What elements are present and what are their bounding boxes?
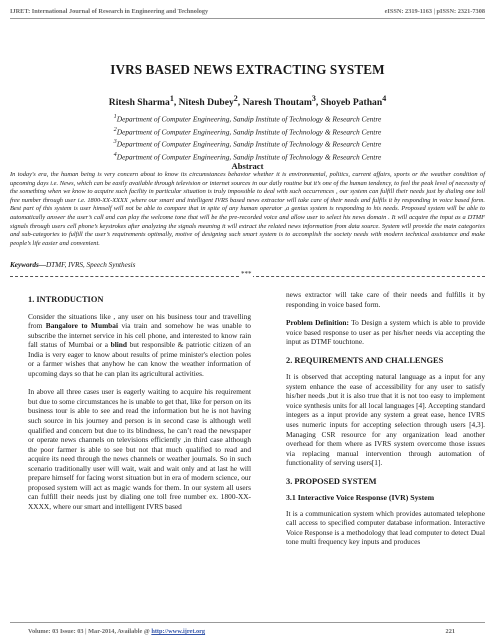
affiliation-list — [0, 112, 495, 163]
journal-header — [10, 8, 485, 15]
keywords-label: Keywords— — [10, 261, 46, 269]
footer-rule — [10, 622, 485, 623]
journal-footer — [28, 628, 455, 635]
author-name: Ritesh Sharma — [108, 97, 170, 109]
affiliation-superscript: 4 — [113, 152, 117, 159]
affiliation-line — [0, 112, 495, 125]
affiliation-text: Department of Computer Engineering, Sandip Institute of Technology & Research Centre — [116, 127, 382, 137]
right-column — [286, 290, 485, 556]
journal-name: IJRET: International Journal of Research in Engineering and Technology — [10, 8, 209, 15]
author-superscript: 3 — [311, 94, 316, 103]
paragraph-text: via train and somehow he was unable to subscribe the internet service in his cell phone, and interested to know rain fall status of Mumbai or a — [28, 321, 251, 350]
issn-info: eISSN: 2319-1163 | pISSN: 2321-7308 — [384, 8, 485, 15]
page-number: 221 — [445, 628, 455, 635]
paper-title: IVRS BASED NEWS EXTRACTING SYSTEM — [110, 62, 385, 77]
affiliation-text: Department of Computer Engineering, Sandip Institute of Technology & Research Centre — [116, 139, 382, 149]
volume-text: Volume: 03 Issue: 03 | Mar-2014, Available @ — [28, 628, 152, 635]
affiliation-line — [0, 125, 495, 138]
left-column — [28, 291, 251, 520]
divider-mark: *** — [241, 270, 252, 278]
section-heading-proposed-system: 3. PROPOSED SYSTEM — [286, 476, 377, 486]
bold-text: Bangalore to Mumbai — [45, 321, 118, 331]
bold-text: Problem Definition: — [286, 318, 349, 328]
paragraph: news extractor will take care of their needs and fulfills it by responding in voice based form. — [286, 290, 485, 309]
affiliation-line — [0, 137, 495, 150]
paragraph: It is a communication system which provides automated telephone call access to specified computer database information. Interactive Voice Response is a methodology that lead computer to detect Dual tone multi frequency key inputs and produces — [286, 508, 485, 547]
author-list: Ritesh Sharma$^1$, Nitesh Dubey$^2$, Naresh Thoutam$^3$, Shoyeb Pathan$^4$ — [108, 94, 387, 109]
abstract-heading: Abstract — [231, 161, 264, 171]
paragraph-text: Consider the situations like , any user on his business tour and travelling from — [28, 311, 251, 331]
author-superscript: 4 — [382, 94, 387, 103]
author-name: Naresh Thoutam — [242, 97, 312, 109]
subsection-heading-ivr: 3.1 Interactive Voice Response (IVR) System — [286, 493, 435, 503]
header-rule — [10, 18, 485, 19]
paragraph: It is observed that accepting natural language as a input for any system enhance the ease of accessibility for any user to satisfy his/her needs ,but it is also true that it is not too easy to implement voice synthesis units for all local languages [4]. Accepting standard integers as a input provide any system a great ease, hence IVRS uses numeric inputs for accepting selection through users [4,3]. Managing CSR resource for any organization lead another overhead for them where as IVRS system overcome those issues via replacing manual intervention through automation of functionality of serving users[1]. — [286, 372, 485, 468]
section-heading-requirements: 2. REQUIREMENTS AND CHALLENGES — [286, 355, 444, 365]
affiliation-superscript: 2 — [113, 126, 117, 133]
author-superscript: 1 — [169, 94, 174, 103]
volume-info — [28, 628, 205, 635]
affiliation-text: Department of Computer Engineering, Sandip Institute of Technology & Research Centre — [116, 114, 382, 124]
keywords-text: DTMF, IVRS, Speech Synthesis — [45, 261, 136, 269]
paragraph-text: but responsible & patriotic citizen of an India is very eager to know about results of prime minister's election poles or a farmer wishes that anyhow he can know the weather information of upcoming days so that he can plan its agricultural activities. — [28, 340, 251, 378]
paragraph — [28, 312, 251, 379]
keywords — [10, 261, 135, 269]
paragraph: In above all three cases user is eagerly waiting to acquire his requirement but due to some circumstances he is unable to get that, like for person on its business tour is able to see and read the information but he is not having such source in his journey and person is in second case is although well qualified and concern but due to its blindness, he can’t read the newspaper or operate news channels on televisions efficiently ,in third case although the poor farmer is able to see but not that much qualified to read and acquire its need through the news channels or weather journals. So in such scenario traditionally user will wait, wait and wait only and at last he will prepare himself for facing worst situation but in era of modern science, our proposed system will act as magic wands for them. In our system all users can fulfill their needs just by dialing one toll free number ex. 1800-XX-XXXX, where our smart and intelligent IVRS based — [28, 387, 251, 511]
author-superscript: 2 — [233, 94, 238, 103]
affiliation-superscript: 1 — [113, 114, 117, 120]
journal-link[interactable]: http://www.ijret.org — [151, 628, 206, 635]
affiliation-text: Department of Computer Engineering, Sandip Institute of Technology & Research Centre — [116, 152, 382, 162]
author-name: Nitesh Dubey — [178, 97, 234, 109]
bold-text: blind — [110, 340, 127, 350]
section-heading-introduction: 1. INTRODUCTION — [28, 295, 104, 304]
paragraph-text: To Design a system which is able to provide voice based response to user as per his/her needs via accepting the input as DTMF touchtone. — [286, 318, 485, 347]
affiliation-superscript: 3 — [113, 139, 117, 146]
abstract-body: In today's era, the human being is very concern about to know its circumstances behavior whether it is environmental, politics, current affairs, sports or the weather condition of upcoming days i.e. News, which can be easily available through television or internet sources in our daily routine but it’s one of the human tendency, to feel the peak level of necessity of the something when we know to acquire such facility in particular situation is truly impossible to deal with such occurrences , our system can fulfill their needs just by dialing one toll free number through user i.e. 1800-XX-XXXX ,where our smart and intelligent IVRS based news extractor will take care of their needs and fulfils it by responding in voice based form. Best part of this system is user himself will not be able to compare that in spite of any human operator ,a genius system is responding to his needs. Proposed system will be able to automatically answer the user’s call and can play the welcome tone that will be the pre-recorded voice and allow user to select his news domain . It will acquire the input as a DTMF signals through users cell phone’s keystrokes after analyzing the signals meaning it will extract the related news information from data source. System will provide the main categories and sub-categories to fulfill the user’s requirements optimally, motive of designing such smart system is to accomplish the society needs with modern technical assistance and make people’s life easier and convenient. — [10, 171, 485, 247]
problem-definition — [286, 318, 485, 347]
author-name: Shoyeb Pathan — [320, 97, 383, 109]
